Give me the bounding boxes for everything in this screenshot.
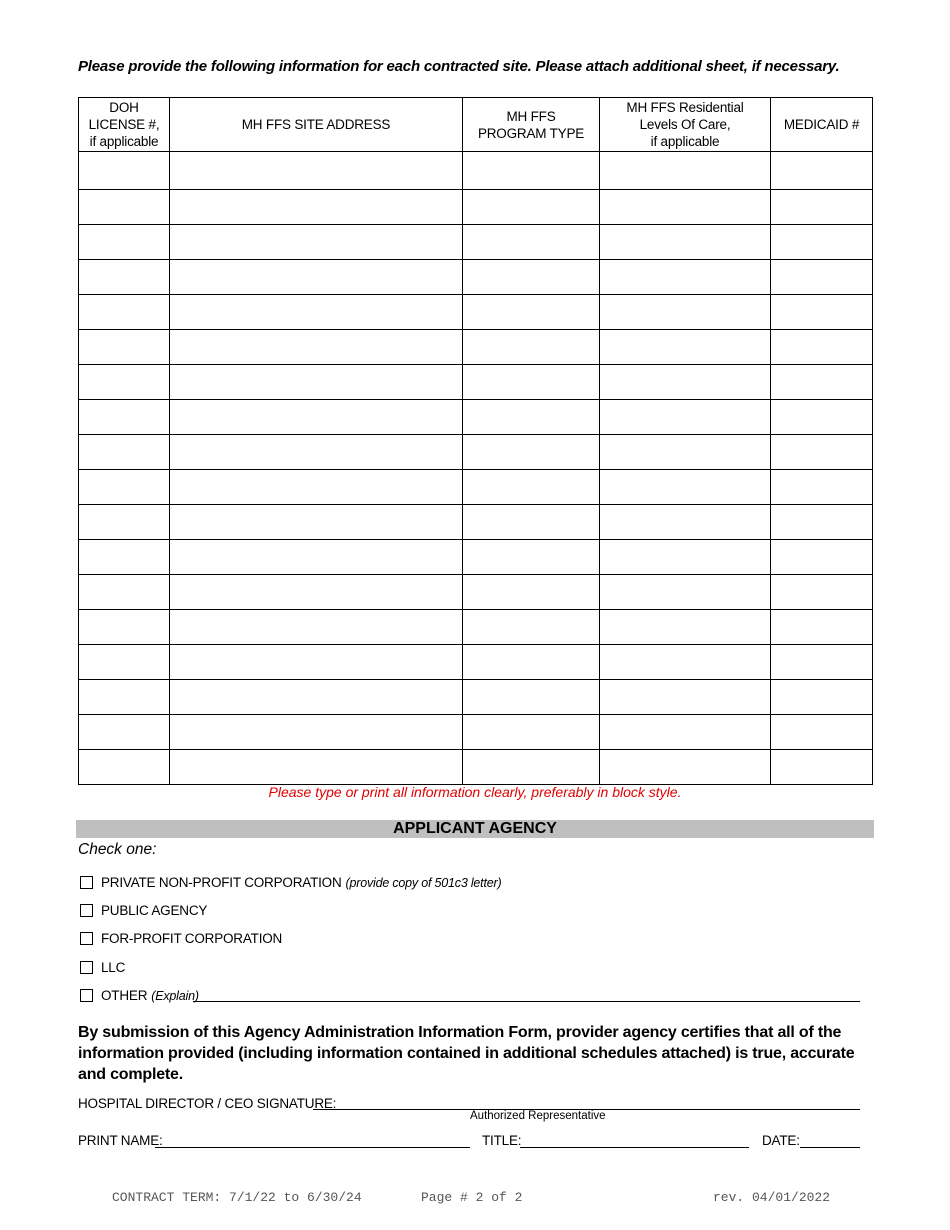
section-title: APPLICANT AGENCY — [76, 820, 874, 838]
cell-medicaid[interactable] — [771, 330, 873, 365]
option-hint: (Explain) — [151, 988, 199, 1003]
cell-medicaid[interactable] — [771, 505, 873, 540]
cell-doh-license[interactable] — [79, 260, 170, 295]
cell-program-type[interactable] — [463, 330, 600, 365]
option-llc[interactable] — [80, 960, 125, 975]
checkbox[interactable] — [80, 961, 93, 974]
fill-instruction-note: Please type or print all information clearly, preferably in block style. — [268, 784, 682, 800]
option-public-agency[interactable] — [80, 903, 207, 918]
checkbox[interactable] — [80, 876, 93, 889]
table-row — [79, 540, 873, 575]
cell-program-type[interactable] — [463, 435, 600, 470]
option-label: LLC — [101, 960, 126, 975]
cell-doh-license[interactable] — [79, 435, 170, 470]
cell-levels-of-care[interactable] — [600, 470, 771, 505]
option-other[interactable] — [80, 988, 199, 1003]
cell-doh-license[interactable] — [79, 470, 170, 505]
table-row — [79, 295, 873, 330]
cell-levels-of-care[interactable] — [600, 330, 771, 365]
cell-medicaid[interactable] — [771, 645, 873, 680]
table-row — [79, 152, 873, 190]
table-row — [79, 330, 873, 365]
cell-program-type[interactable] — [463, 575, 600, 610]
cell-program-type[interactable] — [463, 295, 600, 330]
option-private-non-profit[interactable] — [80, 875, 501, 890]
option-hint: (provide copy of 501c3 letter) — [345, 875, 502, 890]
date-field[interactable] — [800, 1147, 860, 1148]
table-row — [79, 470, 873, 505]
cell-medicaid[interactable] — [771, 610, 873, 645]
cell-site-address[interactable] — [170, 435, 463, 470]
date-label: DATE: — [762, 1133, 800, 1148]
checkbox[interactable] — [80, 932, 93, 945]
table-row — [79, 680, 873, 715]
cell-site-address[interactable] — [170, 575, 463, 610]
cell-doh-license[interactable] — [79, 190, 170, 225]
table-row — [79, 400, 873, 435]
header-levels-of-care: MH FFS Residential Levels Of Care, if applicable — [600, 98, 771, 152]
cell-doh-license[interactable] — [79, 152, 170, 190]
cell-program-type[interactable] — [463, 715, 600, 750]
option-label: FOR-PROFIT CORPORATION — [101, 931, 283, 946]
cell-doh-license[interactable] — [79, 400, 170, 435]
cell-site-address[interactable] — [170, 260, 463, 295]
cell-program-type[interactable] — [463, 400, 600, 435]
table-row — [79, 365, 873, 400]
option-for-profit[interactable] — [80, 931, 282, 946]
option-label: PUBLIC AGENCY — [101, 903, 208, 918]
title-field[interactable] — [520, 1147, 749, 1148]
cell-medicaid[interactable] — [771, 295, 873, 330]
header-site-address: MH FFS SITE ADDRESS — [170, 98, 463, 152]
cell-doh-license[interactable] — [79, 575, 170, 610]
print-name-label: PRINT NAME: — [78, 1133, 163, 1148]
table-row — [79, 225, 873, 260]
cell-site-address[interactable] — [170, 680, 463, 715]
cell-site-address[interactable] — [170, 330, 463, 365]
cell-medicaid[interactable] — [771, 400, 873, 435]
cell-medicaid[interactable] — [771, 575, 873, 610]
cell-doh-license[interactable] — [79, 225, 170, 260]
table-row — [79, 645, 873, 680]
cell-site-address[interactable] — [170, 540, 463, 575]
table-row — [79, 260, 873, 295]
cell-levels-of-care[interactable] — [600, 190, 771, 225]
cell-doh-license[interactable] — [79, 750, 170, 785]
table-row — [79, 505, 873, 540]
cell-medicaid[interactable] — [771, 470, 873, 505]
option-label: PRIVATE NON-PROFIT CORPORATION — [101, 875, 342, 890]
cell-medicaid[interactable] — [771, 750, 873, 785]
cell-levels-of-care[interactable] — [600, 295, 771, 330]
cell-medicaid[interactable] — [771, 365, 873, 400]
table-row — [79, 610, 873, 645]
cell-medicaid[interactable] — [771, 190, 873, 225]
cell-doh-license[interactable] — [79, 505, 170, 540]
cell-site-address[interactable] — [170, 470, 463, 505]
cell-program-type[interactable] — [463, 152, 600, 190]
cell-site-address[interactable] — [170, 750, 463, 785]
check-one-label: Check one: — [78, 841, 157, 858]
cell-program-type[interactable] — [463, 680, 600, 715]
cell-levels-of-care[interactable] — [600, 260, 771, 295]
table-row — [79, 190, 873, 225]
cell-doh-license[interactable] — [79, 715, 170, 750]
cell-program-type[interactable] — [463, 190, 600, 225]
instruction-text: Please provide the following information for each contracted site. Please attach additional sheet, if necessary. — [78, 58, 840, 75]
cell-doh-license[interactable] — [79, 645, 170, 680]
option-label: OTHER — [101, 988, 148, 1003]
cell-doh-license[interactable] — [79, 295, 170, 330]
print-name-field[interactable] — [155, 1147, 470, 1148]
cell-medicaid[interactable] — [771, 225, 873, 260]
cell-levels-of-care[interactable] — [600, 715, 771, 750]
cell-site-address[interactable] — [170, 190, 463, 225]
cell-program-type[interactable] — [463, 365, 600, 400]
cell-levels-of-care[interactable] — [600, 400, 771, 435]
cell-levels-of-care[interactable] — [600, 680, 771, 715]
cell-program-type[interactable] — [463, 505, 600, 540]
checkbox[interactable] — [80, 904, 93, 917]
cell-program-type[interactable] — [463, 470, 600, 505]
title-label: TITLE: — [482, 1133, 522, 1148]
cell-site-address[interactable] — [170, 152, 463, 190]
table-row — [79, 715, 873, 750]
cell-program-type[interactable] — [463, 645, 600, 680]
cell-doh-license[interactable] — [79, 680, 170, 715]
cell-medicaid[interactable] — [771, 152, 873, 190]
table-row — [79, 750, 873, 785]
director-signature-label: HOSPITAL DIRECTOR / CEO SIGNATURE: — [78, 1096, 337, 1111]
cell-program-type[interactable] — [463, 750, 600, 785]
cell-levels-of-care[interactable] — [600, 645, 771, 680]
table-header-row — [79, 98, 873, 152]
cell-site-address[interactable] — [170, 225, 463, 260]
revision-date: rev. 04/01/2022 — [713, 1190, 831, 1205]
header-doh-license: DOH LICENSE #, if applicable — [79, 98, 170, 152]
cell-doh-license[interactable] — [79, 540, 170, 575]
cell-site-address[interactable] — [170, 505, 463, 540]
cell-levels-of-care[interactable] — [600, 540, 771, 575]
table-row — [79, 435, 873, 470]
cell-program-type[interactable] — [463, 225, 600, 260]
cell-levels-of-care[interactable] — [600, 152, 771, 190]
other-explain-field[interactable] — [193, 1001, 860, 1002]
table-row — [79, 575, 873, 610]
cell-medicaid[interactable] — [771, 540, 873, 575]
cell-site-address[interactable] — [170, 610, 463, 645]
cell-site-address[interactable] — [170, 365, 463, 400]
cell-levels-of-care[interactable] — [600, 750, 771, 785]
header-medicaid: MEDICAID # — [771, 98, 873, 152]
cell-levels-of-care[interactable] — [600, 505, 771, 540]
cell-site-address[interactable] — [170, 645, 463, 680]
sites-table — [78, 97, 873, 785]
authorized-representative-caption: Authorized Representative — [470, 1110, 606, 1122]
checkbox[interactable] — [80, 989, 93, 1002]
cell-doh-license[interactable] — [79, 330, 170, 365]
cell-medicaid[interactable] — [771, 435, 873, 470]
cell-program-type[interactable] — [463, 540, 600, 575]
cell-program-type[interactable] — [463, 260, 600, 295]
cell-program-type[interactable] — [463, 610, 600, 645]
cell-medicaid[interactable] — [771, 680, 873, 715]
cell-levels-of-care[interactable] — [600, 435, 771, 470]
cell-levels-of-care[interactable] — [600, 365, 771, 400]
cell-levels-of-care[interactable] — [600, 610, 771, 645]
contract-term: CONTRACT TERM: 7/1/22 to 6/30/24 — [112, 1190, 362, 1205]
cell-site-address[interactable] — [170, 295, 463, 330]
cell-doh-license[interactable] — [79, 365, 170, 400]
cell-medicaid[interactable] — [771, 260, 873, 295]
cell-doh-license[interactable] — [79, 610, 170, 645]
certification-statement: By submission of this Agency Administration Information Form, provider agency certifies that all of the information provided (including information contained in additional schedules attached) is true, accurate and complete. — [78, 1024, 855, 1083]
cell-levels-of-care[interactable] — [600, 225, 771, 260]
cell-medicaid[interactable] — [771, 715, 873, 750]
cell-levels-of-care[interactable] — [600, 575, 771, 610]
cell-site-address[interactable] — [170, 715, 463, 750]
page-number: Page # 2 of 2 — [421, 1190, 523, 1205]
cell-site-address[interactable] — [170, 400, 463, 435]
header-program-type: MH FFS PROGRAM TYPE — [463, 98, 600, 152]
